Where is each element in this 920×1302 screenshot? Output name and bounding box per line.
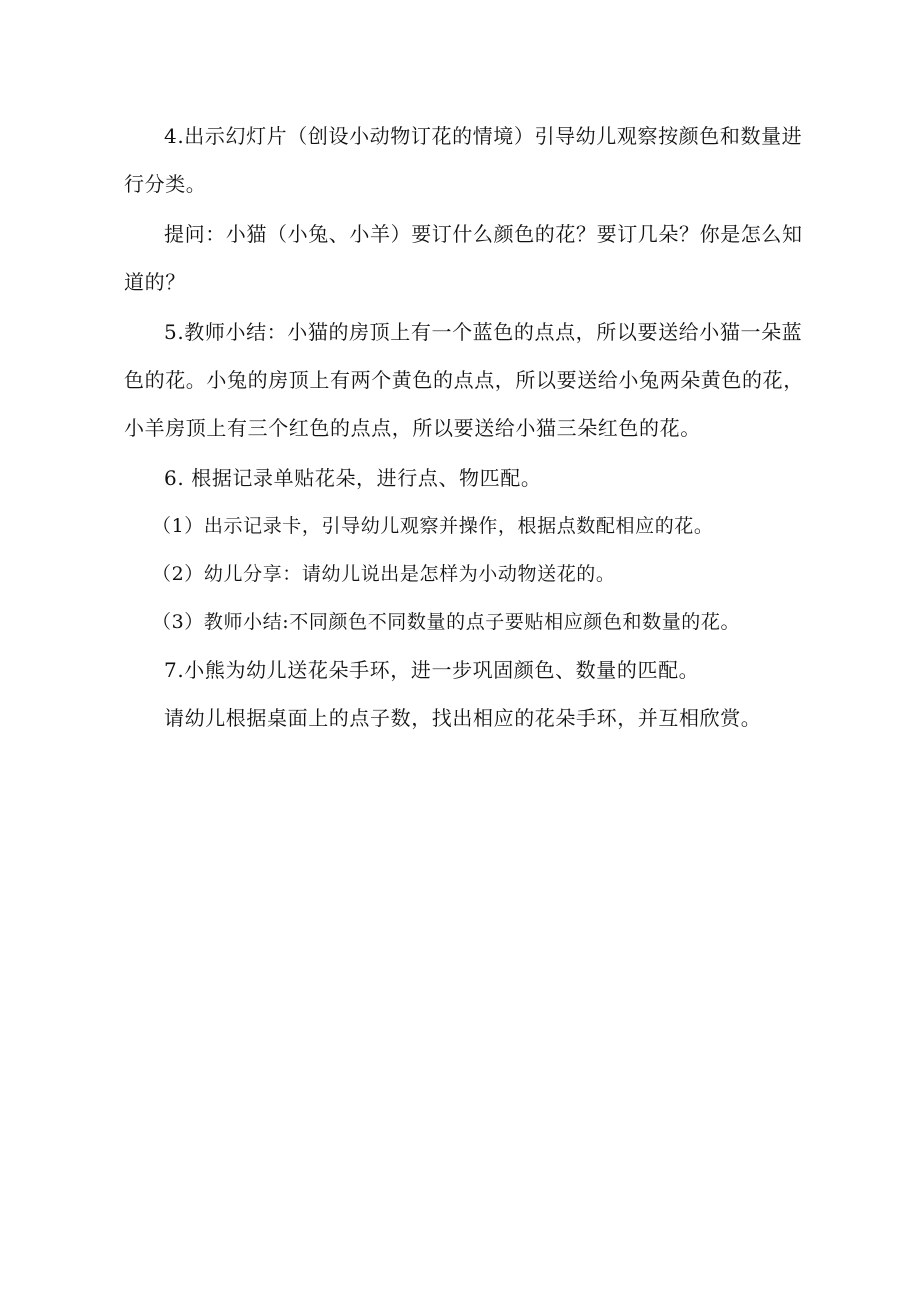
paragraph-step-7: 7.小熊为幼儿送花朵手环，进一步巩固颜色、数量的匹配。 [164,658,700,682]
paragraph-substep-2: （2）幼儿分享：请幼儿说出是怎样为小动物送花的。 [152,563,616,585]
paragraph-substep-1: （1）出示记录卡，引导幼儿观察并操作，根据点数配相应的花。 [152,515,714,537]
paragraph-substep-3: （3）教师小结:不同颜色不同数量的点子要贴相应颜色和数量的花。 [152,611,741,633]
paragraph-step-4: 4.出示幻灯片（创设小动物订花的情境）引导幼儿观察按颜色和数量进行分类。 [124,124,803,196]
paragraph-step-5: 5.教师小结：小猫的房顶上有一个蓝色的点点，所以要送给小猫一朵蓝色的花。小兔的房顶上有两个黄色的点点，所以要送给小兔两朵黄色的花，小羊房顶上有三个红色的点点，所以要送给小猫三朵红色的花。 [124,320,804,440]
paragraph-question: 提问：小猫（小兔、小羊）要订什么颜色的花？要订几朵？你是怎么知道的？ [124,222,803,294]
paragraph-closing: 请幼儿根据桌面上的点子数，找出相应的花朵手环，并互相欣赏。 [164,706,762,730]
paragraph-step-6: 6. 根据记录单贴花朵，进行点、物匹配。 [164,466,542,490]
document-body [124,112,804,742]
